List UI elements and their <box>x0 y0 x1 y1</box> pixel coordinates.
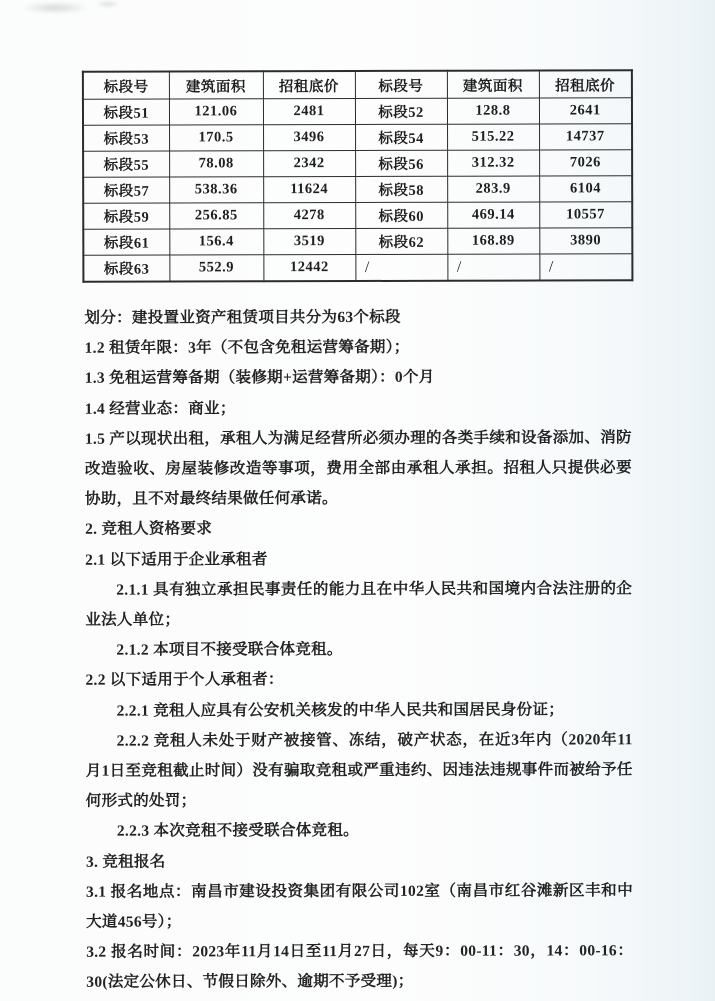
para-3-1-registration-address: 3.1 报名地点：南昌市建设投资集团有限公司102室（南昌市红谷滩新区丰和中大道456号）； <box>86 882 634 931</box>
cell-area: 538.36 <box>169 177 263 203</box>
col-header-base-rent: 招租底价 <box>539 70 632 98</box>
cell-rent: 3519 <box>263 229 355 255</box>
cell-rent: 7026 <box>539 150 632 176</box>
col-header-building-area: 建筑面积 <box>169 71 263 99</box>
cell-empty-slash: / <box>447 254 539 281</box>
table-row <box>83 228 632 255</box>
cell-lot: 标段57 <box>83 177 169 203</box>
para-2-1-1-legal-entity: 2.1.1 具有独立承担民事责任的能力且在中华人民共和国境内合法注册的企业法人单位； <box>85 580 633 629</box>
cell-area: 170.5 <box>169 125 263 151</box>
cell-lot: 标段60 <box>355 202 447 228</box>
scan-smudge-mark <box>21 3 91 13</box>
cell-rent: 10557 <box>539 202 632 228</box>
cell-lot: 标段54 <box>355 124 447 150</box>
cell-rent: 12442 <box>263 255 355 282</box>
cell-area: 168.89 <box>447 228 539 254</box>
para-2-2-3-no-consortium: 2.2.3 本次竞租不接受联合体竞租。 <box>116 822 359 841</box>
cell-empty-slash: / <box>539 254 632 281</box>
table-header-row <box>83 70 632 99</box>
cell-rent: 11624 <box>263 177 355 203</box>
document-body-text <box>84 302 633 998</box>
heading-2-bidder-qualifications: 2. 竞租人资格要求 <box>85 520 213 539</box>
cell-area: 78.08 <box>169 151 263 177</box>
para-2-2-2-no-violations: 2.2.2 竞租人未处于财产被接管、冻结，破产状态，在近3年内（2020年11月1日至竞租截止时间）没有骗取竞租或严重违约、因违法违规事件而被给予任何形式的处罚； <box>85 731 633 810</box>
table-row <box>83 202 632 229</box>
cell-lot: 标段63 <box>83 255 169 282</box>
scan-smudge-mark <box>95 1 121 8</box>
rental-lots-table <box>82 69 634 282</box>
cell-lot: 标段55 <box>83 151 169 177</box>
cell-area: 156.4 <box>169 229 263 255</box>
cell-rent: 2342 <box>263 151 355 177</box>
para-1-3-rent-free-period: 1.3 免租运营筹备期（装修期+运营筹备期）：0个月 <box>84 369 435 388</box>
cell-rent: 3890 <box>539 228 632 254</box>
cell-area: 552.9 <box>169 255 263 282</box>
heading-2-1-enterprise-tenants: 2.1 以下适用于企业承租者 <box>85 550 268 569</box>
cell-lot: 标段61 <box>83 229 169 255</box>
table-row <box>83 254 632 282</box>
cell-lot: 标段53 <box>83 125 169 151</box>
table-row <box>83 98 632 125</box>
heading-2-2-individual-tenants: 2.2 以下适用于个人承租者： <box>85 671 284 690</box>
col-header-lot-number: 标段号 <box>83 71 169 99</box>
cell-area: 469.14 <box>447 202 539 228</box>
para-division-summary: 划分：建投置业资产租赁项目共分为63个标段 <box>84 308 401 327</box>
cell-lot: 标段52 <box>355 98 447 124</box>
table-row <box>83 176 632 203</box>
cell-rent: 14737 <box>539 124 632 150</box>
col-header-base-rent: 招租底价 <box>263 71 355 99</box>
table-row <box>83 124 632 151</box>
cell-lot: 标段59 <box>83 203 169 229</box>
para-1-4-business-type: 1.4 经营业态：商业； <box>84 399 236 418</box>
table-row <box>83 150 632 177</box>
cell-area: 283.9 <box>447 176 539 202</box>
cell-lot: 标段62 <box>355 228 447 254</box>
cell-area: 121.06 <box>169 99 263 125</box>
col-header-building-area: 建筑面积 <box>447 71 539 99</box>
heading-3-bid-registration: 3. 竞租报名 <box>85 853 166 871</box>
para-1-2-lease-term: 1.2 租赁年限：3年（不包含免租运营筹备期）； <box>84 339 410 357</box>
cell-area: 312.32 <box>447 150 539 176</box>
para-3-2-registration-time: 3.2 报名时间：2023年11月14日至11月27日，每天9：00-11：30，14：00-16：30(法定公休日、节假日除外、逾期不予受理)； <box>86 942 634 992</box>
cell-lot: 标段58 <box>355 176 447 202</box>
cell-rent: 4278 <box>263 203 355 229</box>
cell-rent: 2481 <box>263 99 355 125</box>
cell-area: 256.85 <box>169 203 263 229</box>
cell-lot: 标段56 <box>355 150 447 176</box>
para-2-2-1-id-card: 2.2.1 竞租人应具有公安机关核发的中华人民共和国居民身份证； <box>116 701 565 720</box>
col-header-lot-number: 标段号 <box>355 71 447 99</box>
cell-area: 128.8 <box>447 98 539 124</box>
cell-empty-slash: / <box>355 254 447 281</box>
cell-lot: 标段51 <box>83 99 169 125</box>
para-2-1-2-no-consortium: 2.1.2 本项目不接受联合体竞租。 <box>116 641 343 659</box>
cell-rent: 6104 <box>539 176 632 202</box>
cell-rent: 3496 <box>263 125 355 151</box>
cell-area: 515.22 <box>447 124 539 150</box>
cell-rent: 2641 <box>539 98 632 124</box>
para-1-5-as-is-lease: 1.5 产以现状出租，承租人为满足经营所必须办理的各类手续和设备添加、消防改造验收、房屋装修改造等事项，费用全部由承租人承担。招租人只提供必要协助，且不对最终结果做任何承诺。 <box>84 429 632 508</box>
